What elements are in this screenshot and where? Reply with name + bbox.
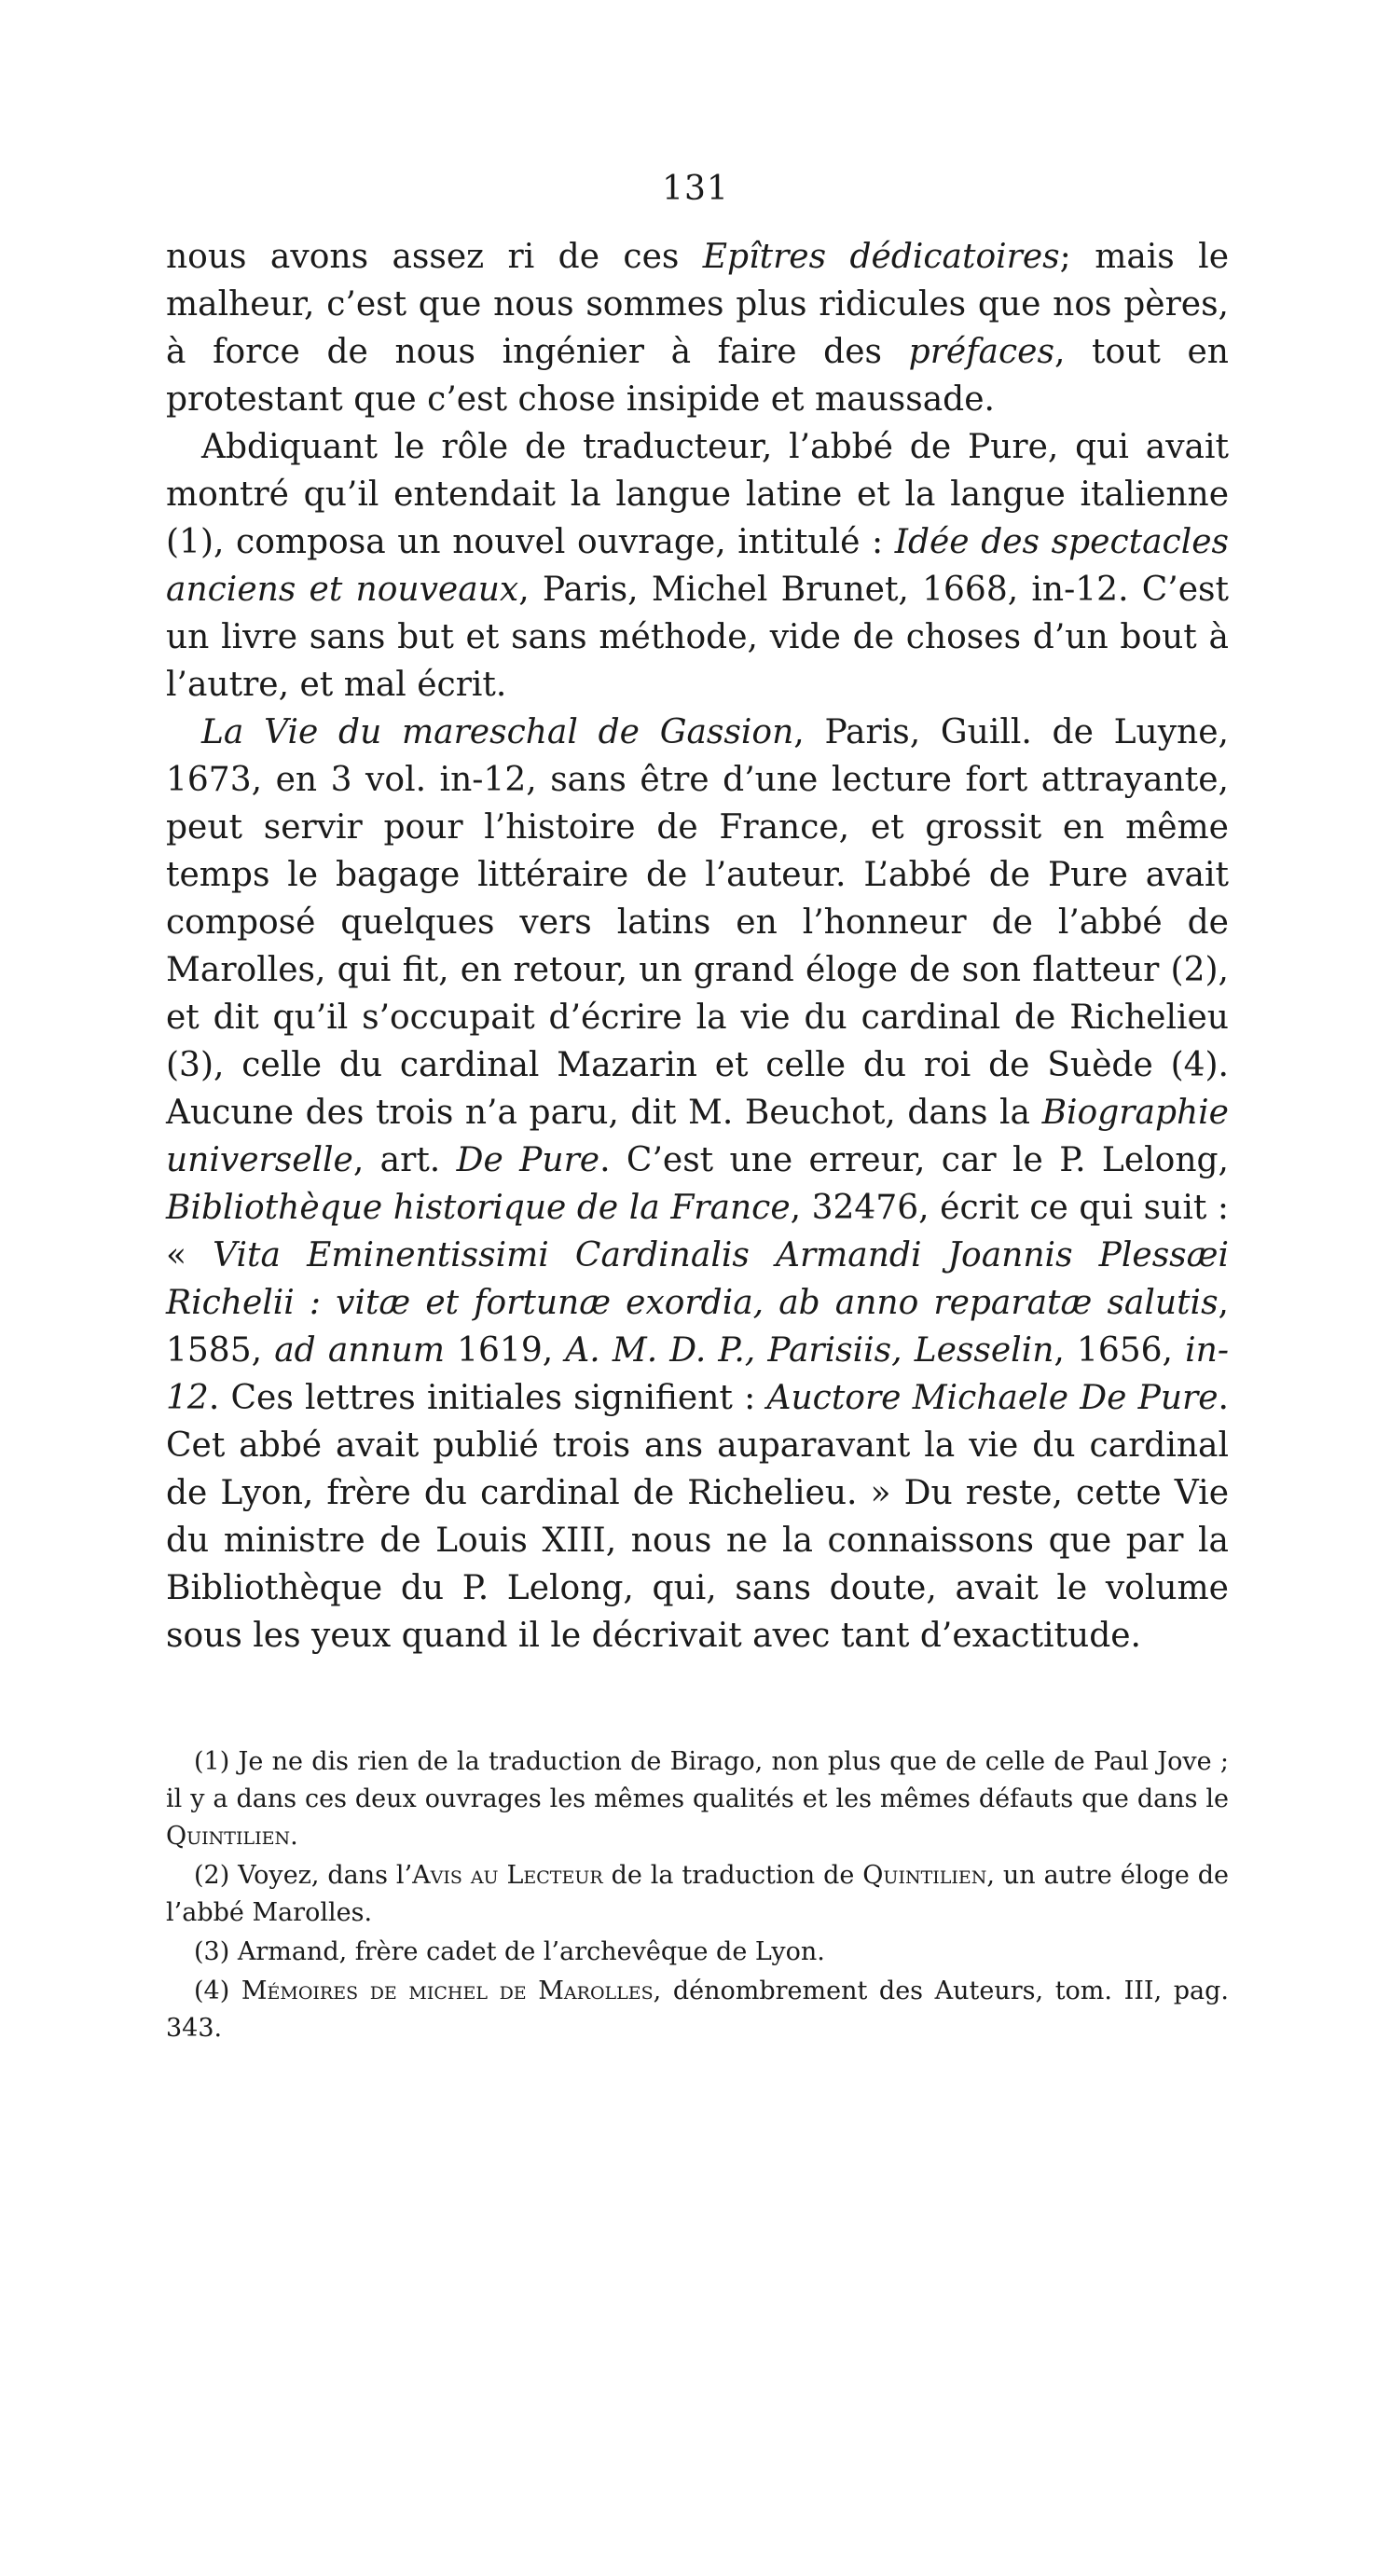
- text-run: .: [290, 1822, 298, 1851]
- text-run: . Cet abbé avait publié trois ans auparavant la vie du cardinal de Lyon, frère du cardinal de Richelieu. » Du reste, cette Vie du ministre de Louis XIII, nous ne la connaissons que par la Bibliothèque du P. Lelong, qui, sans doute, avait le volume sous les yeux quand il le décrivait avec tant d’exactitude.: [166, 1379, 1229, 1655]
- text-run: . C’est une erreur, car le P. Lelong,: [599, 1141, 1229, 1179]
- text-run: , 1585,: [166, 1284, 1229, 1370]
- footnote: [166, 1934, 1229, 1971]
- paragraph: [166, 423, 1229, 709]
- body-text: [166, 233, 1229, 1660]
- text-run: Abdiquant le rôle de traducteur, l’abbé de Pure, qui avait montré qu’il entendait la langue latine et la langue italienne (1), composa un nouvel ouvrage, intitulé :: [166, 428, 1229, 561]
- paragraph: [166, 233, 1229, 423]
- italic-run: in-12: [166, 1331, 1229, 1417]
- smallcaps-run: Quintilien: [862, 1861, 987, 1890]
- page-number: 131: [662, 170, 729, 208]
- smallcaps-run: Quintilien: [166, 1822, 291, 1851]
- footnote: [166, 1743, 1229, 1855]
- text-run: (4): [194, 1977, 241, 2005]
- footnote: [166, 1973, 1229, 2047]
- italic-run: ad annum: [274, 1331, 445, 1370]
- text-run: , 32476, écrit ce qui suit : «: [166, 1189, 1229, 1274]
- italic-run: préfaces: [908, 333, 1054, 371]
- italic-run: Epîtres dédicatoires: [702, 238, 1060, 276]
- text-run: (2) Voyez, dans l’: [194, 1861, 413, 1890]
- text-run: nous avons assez ri de ces: [166, 238, 703, 276]
- italic-run: Auctore Michaele De Pure: [766, 1379, 1219, 1417]
- text-run: , dénombrement des Auteurs, tom. III, pag. 343.: [166, 1977, 1230, 2043]
- text-run: de la traduction de: [602, 1861, 863, 1890]
- text-run: . Ces lettres initiales signifient :: [208, 1379, 767, 1417]
- text-run: , art.: [352, 1141, 457, 1179]
- italic-run: A. M. D. P., Parisiis, Lesselin: [565, 1331, 1054, 1370]
- italic-run: Biographie universelle: [166, 1094, 1229, 1179]
- text-run: , Paris, Guill. de Luyne, 1673, en 3 vol. in-12, sans être d’une lecture fort attrayante, peut servir pour l’histoire de France, et grossit en même temps le bagage littéraire de l’auteur. L’abbé de Pure avait composé quelques vers latins en l’honneur de l’abbé de Marolles, qui fit, en retour, un grand éloge de son flatteur (2), et dit qu’il s’occupait d’écrire la vie du cardinal de Richelieu (3), celle du cardinal Mazarin et celle du roi de Suède (4). Aucune des trois n’a paru, dit M. Beuchot, dans la: [166, 713, 1229, 1132]
- text-run: 1619,: [444, 1331, 566, 1370]
- text-run: , tout en protestant que c’est chose insipide et maussade.: [166, 333, 1229, 419]
- text-run: ; mais le malheur, c’est que nous sommes plus ridicules que nos pères, à force de nous ingénier à faire des: [166, 238, 1229, 371]
- text-run: (1) Je ne dis rien de la traduction de Birago, non plus que de celle de Paul Jove ; il y a dans ces deux ouvrages les mêmes qualités et les mêmes défauts que dans le: [166, 1747, 1229, 1813]
- text-run: , 1656,: [1054, 1331, 1186, 1370]
- smallcaps-run: Mémoires de michel de Marolles: [241, 1977, 654, 2005]
- italic-run: Vita Eminentissimi Cardinalis Armandi Joannis Plessæi Richelii : vitæ et fortunæ exordia, ab anno reparatæ salutis: [166, 1236, 1229, 1322]
- italic-run: Idée des spectacles anciens et nouveaux: [166, 523, 1229, 609]
- text-run: , un autre éloge de l’abbé Marolles.: [166, 1861, 1230, 1927]
- italic-run: La Vie du mareschal de Gassion: [201, 713, 794, 751]
- footnote: [166, 1857, 1229, 1932]
- smallcaps-run: Avis au Lecteur: [412, 1861, 603, 1890]
- italic-run: De Pure: [456, 1141, 600, 1179]
- text-run: (3) Armand, frère cadet de l’archevêque de Lyon.: [194, 1937, 825, 1966]
- paragraph: [166, 709, 1229, 1660]
- italic-run: Bibliothèque historique de la France: [166, 1189, 791, 1227]
- footnotes: [166, 1743, 1229, 2049]
- text-run: , Paris, Michel Brunet, 1668, in-12. C’est un livre sans but et sans méthode, vide de choses d’un bout à l’autre, et mal écrit.: [166, 571, 1229, 704]
